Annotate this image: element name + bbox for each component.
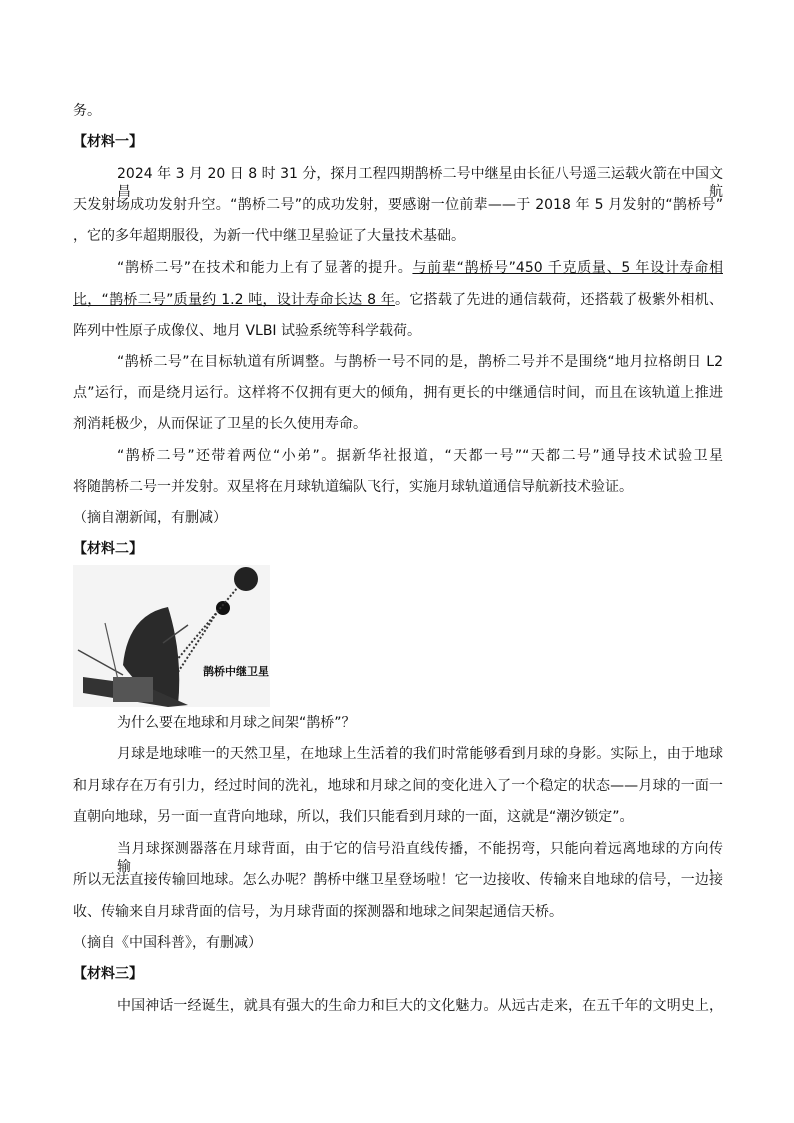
text-line: 阵列中性原子成像仪、地月 VLBI 试验系统等科学载荷。 bbox=[73, 323, 422, 339]
text-line: 务。 bbox=[73, 103, 101, 119]
text-line: 和月球存在万有引力，经过时间的洗礼，地球和月球之间的变化进入了一个稳定的状态——月球的一面一 bbox=[73, 778, 723, 794]
question-line: 为什么要在地球和月球之间架“鹊桥”？ bbox=[117, 715, 356, 731]
text-line bbox=[73, 291, 723, 309]
text-line: 2024 年 3 月 20 日 8 时 31 分，探月工程四期鹊桥二号中继星由长征八号遥三运载火箭在中国文昌航 bbox=[117, 166, 723, 200]
section-heading-material-2: 【材料二】 bbox=[73, 541, 143, 557]
source-note: （摘自潮新闻，有删减） bbox=[73, 510, 227, 526]
text-line: 中国神话一经诞生，就具有强大的生命力和巨大的文化魅力。从远古走来，在五千年的文明史上， bbox=[117, 998, 723, 1014]
relay-satellite-illustration bbox=[73, 565, 270, 707]
section-heading-material-1: 【材料一】 bbox=[73, 134, 143, 150]
text-line: 月球是地球唯一的天然卫星，在地球上生活着的我们时常能够看到月球的身影。实际上，由于地球 bbox=[117, 746, 723, 762]
source-note: （摘自《中国科普》，有删减） bbox=[73, 935, 262, 951]
text-line: 直朝向地球，另一面一直背向地球，所以，我们只能看到月球的一面，这就是“潮汐锁定”。 bbox=[73, 809, 634, 825]
text-line: ，它的多年超期服役，为新一代中继卫星验证了大量技术基础。 bbox=[73, 228, 465, 244]
figure-caption: 鹊桥中继卫星 bbox=[203, 665, 269, 678]
text-line: 当月球探测器落在月球背面，由于它的信号沿直线传播，不能拐弯，只能向着远离地球的方向传输， bbox=[117, 841, 723, 875]
text-line bbox=[117, 259, 723, 277]
text-line: 剂消耗极少，从而保证了卫星的长久使用寿命。 bbox=[73, 416, 367, 432]
moon-icon bbox=[234, 567, 258, 591]
underlined-text: 与前辈“鹊桥号”450 千克质量、5 年设计寿命相 bbox=[412, 260, 723, 276]
text-line: 收、传输来自月球背面的信号，为月球背面的探测器和地球之间架起通信天桥。 bbox=[73, 904, 563, 920]
text-line: “鹊桥二号”还带着两位“小弟”。据新华社报道，“天都一号”“天都二号”通导技术试验卫星 bbox=[117, 448, 723, 464]
satellite-figure bbox=[73, 565, 270, 707]
text-line: 点”运行，而是绕月运行。这样将不仅拥有更大的倾角，拥有更长的中继通信时间，而且在该轨道上推进 bbox=[73, 385, 723, 401]
earth-icon bbox=[216, 601, 230, 615]
section-heading-material-3: 【材料三】 bbox=[73, 966, 143, 982]
text-span: 。它搭载了先进的通信载荷，还搭载了极紫外相机、 bbox=[395, 292, 724, 308]
underlined-text: 比，“鹊桥二号”质量约 1.2 吨，设计寿命长达 8 年 bbox=[73, 292, 396, 308]
text-line: 将随鹊桥二号一并发射。双星将在月球轨道编队飞行，实施月球轨道通信导航新技术验证。 bbox=[73, 479, 633, 495]
text-span: “鹊桥二号”在技术和能力上有了显著的提升。 bbox=[117, 260, 413, 276]
text-line: “鹊桥二号”在目标轨道有所调整。与鹊桥一号不同的是，鹊桥二号并不是围绕“地月拉格朗日 L2 bbox=[117, 354, 723, 370]
text-line: 天发射场成功发射升空。“鹊桥二号”的成功发射，要感谢一位前辈——于 2018 年 5 月发射的“鹊桥号” bbox=[73, 197, 723, 213]
text-line: 所以无法直接传输回地球。怎么办呢？鹊桥中继卫星登场啦！它一边接收、传输来自地球的信号，一边接 bbox=[73, 872, 723, 888]
